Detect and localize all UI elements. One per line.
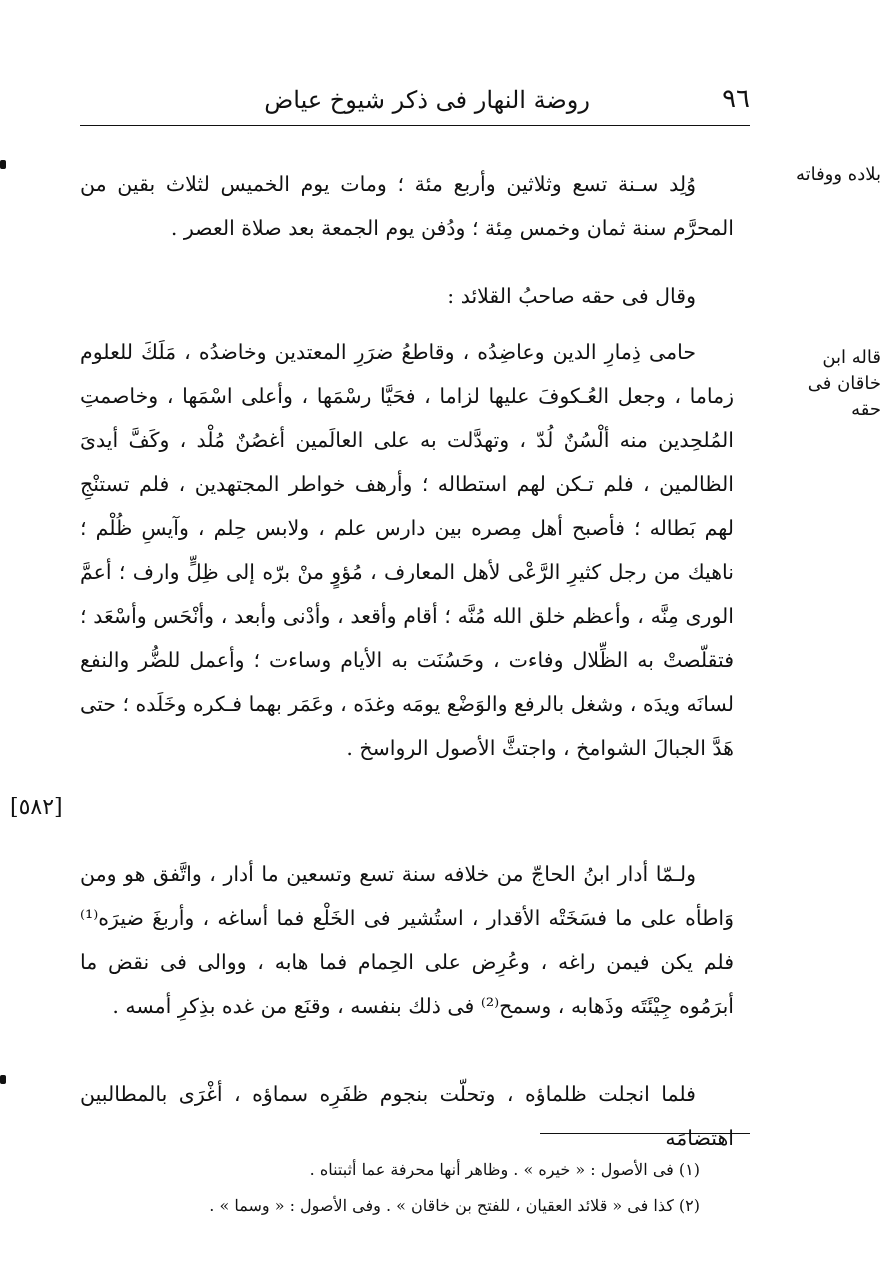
paragraph-text: ولـمّا أدار ابنُ الحاجّ من خلافه سنة تسع وتسعين ما أدار ، واتَّفق هو ومن وَاطأه على ما فسَخَتْه الأقدار ، استُشير فى الخَلْع فما أساغه ، وأربغَ ضيرَه⁽¹⁾ فلم يكن فيمن راغه ، وعُرِض على الحِمام فما هابه ، ووالى فى نقض ما أبرَمُوه جِيْئَتَه وذَهابه ، وسمح⁽²⁾ فى ذلك بنفسه ، وقنَع من غده بذِكرِ أمسه . bbox=[80, 862, 734, 1018]
margin-note-ibn-khaqan: قاله ابن خاقان فى حقه bbox=[807, 347, 881, 421]
scan-mark bbox=[0, 160, 6, 169]
footnote-rule bbox=[540, 1133, 750, 1134]
paragraph-text: فلما انجلت ظلماؤه ، وتحلّت بنجوم ظفَرِه سماؤه ، أغْرَى بالمطالبين اهتضامَه bbox=[80, 1082, 734, 1150]
paragraph-text: وُلِد سـنة تسع وثلاثين وأربع مئة ؛ ومات يوم الخميس لثلاث بقين من المحرَّم سنة ثمان وخمس مِئة ؛ ودُفن يوم الجمعة بعد صلاة العصر . bbox=[80, 172, 734, 240]
paragraph-intro-qalaid bbox=[80, 274, 734, 318]
paragraph-text: حامى ذِمارِ الدين وعاضِدُه ، وقاطعُ ضرَرِ المعتدين وخاضدُه ، مَلَكَ للعلوم زماما ، وجعل العُـكوفَ عليها لزاما ، فحَيَّا رسْمَها ، وأعلى اسْمَها ، وخاصمتِ المُلحِدين منه ألْسُنٌ لُدّ ، وتهدَّلت به على العالَمين أغصُنٌ مُلْد ، وكَفَّ أيدىَ الظالمين ، فلم تـكن لهم استطاله ؛ وأرهف خواطر المجتهدين ، فلم تستنْجِ لهم بَطاله ؛ فأصبح أهل مِصره بين دارس علم ، ولابس حِلم ، وآيسِ ظُلْم ؛ ناهيك من رجل كثيرِ الرَّعْى لأهل المعارف ، مُؤوٍ منْ برّه إلى ظِلٍّ وارف ؛ أعمَّ الورى مِنَّه ، وأعظم خلق الله مُنَّه ؛ أقام وأقعد ، وأدْنى وأبعد ، وأنْحَس وأسْعَد ؛ فتقلّصتْ به الظِّلال وفاءت ، وحَسُنَت به الأيام وساءت ؛ وأعمل للضُّر والنفع لسانَه ويدَه ، وشغل بالرفع والوَضْع يومَه وغدَه ، وعَمَر بهما فـكره وخَلَده ؛ حتى هَدَّ الجبالَ الشوامخ ، واجتثَّ الأصول الرواسخ . bbox=[80, 340, 735, 760]
scan-mark bbox=[0, 1075, 6, 1084]
paragraph-birth-death bbox=[80, 162, 734, 250]
header-rule bbox=[80, 125, 750, 126]
paragraph-praise bbox=[80, 330, 734, 770]
page-number: ٩٦ bbox=[722, 84, 750, 114]
running-title: روضة النهار فى ذكر شيوخ عياض bbox=[264, 86, 590, 114]
margin-note-birth-death: بلاده ووفاته bbox=[795, 164, 881, 185]
paragraph-final bbox=[80, 1072, 734, 1160]
margin-reference: [٥٨٢] bbox=[10, 795, 63, 820]
paragraph-ibn-alhajj bbox=[80, 852, 734, 1028]
footnote-2: (٢) كذا فى « قلائد العقيان ، للفتح بن خاقان » . وفى الأصول : « وسما » . bbox=[209, 1196, 700, 1215]
footnote-1: (١) فى الأصول : « خيره » . وظاهر أنها محرفة عما أثبتناه . bbox=[309, 1160, 700, 1179]
paragraph-text: وقال فى حقه صاحبُ القلائد : bbox=[447, 284, 696, 308]
footnotes bbox=[100, 1152, 700, 1224]
page-header bbox=[90, 84, 750, 124]
